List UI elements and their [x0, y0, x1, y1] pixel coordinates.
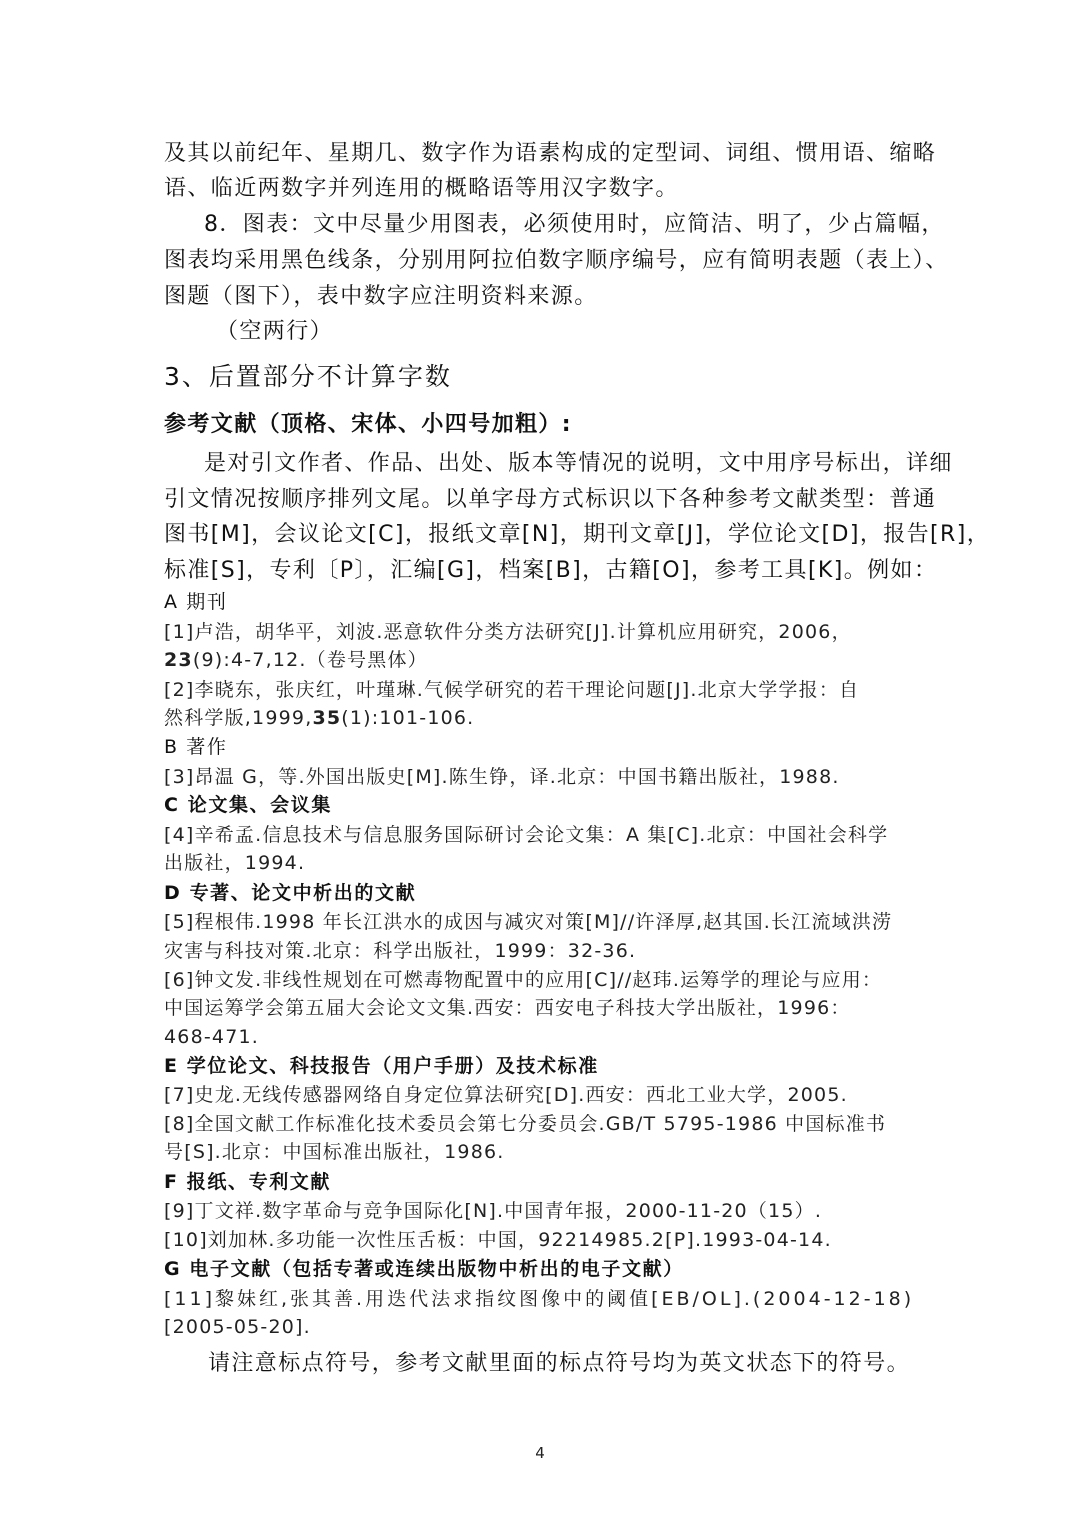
- reference-4-cont: 出版社，1994.: [164, 852, 306, 874]
- reference-10: [10]刘加林.多功能一次性压舌板：中国，92214985.2[P].1993-04-14.: [164, 1229, 832, 1251]
- group-a-heading: A 期刊: [164, 591, 228, 613]
- section-heading: 3、后置部分不计算字数: [164, 362, 452, 391]
- body-line: 及其以前纪年、星期几、数字作为语素构成的定型词、词组、惯用语、缩略: [164, 141, 937, 166]
- reference-text: (9):4-7,12.（卷号黑体）: [192, 649, 428, 671]
- group-f-heading: F 报纸、专利文献: [164, 1171, 331, 1193]
- group-b-heading: B 著作: [164, 736, 228, 758]
- references-heading: 参考文献（顶格、宋体、小四号加粗）:: [164, 412, 572, 437]
- volume-number: 35: [312, 707, 342, 729]
- intro-line: 是对引文作者、作品、出处、版本等情况的说明，文中用序号标出，详细: [204, 451, 953, 476]
- reference-2: [2]李晓东，张庆红，叶瑾琳.气候学研究的若干理论问题[J].北京大学学报：自: [164, 679, 860, 701]
- reference-3: [3]昂温 G，等.外国出版史[M].陈生铮，译.北京：中国书籍出版社，1988.: [164, 766, 840, 788]
- intro-line: 引文情况按顺序排列文尾。以单字母方式标识以下各种参考文献类型：普通: [164, 487, 937, 512]
- group-d-heading: D 专著、论文中析出的文献: [164, 882, 417, 904]
- reference-text: (1):101-106.: [341, 707, 475, 729]
- reference-5: [5]程根伟.1998 年长江洪水的成因与减灾对策[M]//许泽厚,赵其国.长江流域洪涝: [164, 911, 893, 933]
- group-c-heading: C 论文集、会议集: [164, 794, 332, 816]
- reference-11-cont: [2005-05-20].: [164, 1316, 311, 1338]
- intro-line: 图书[M]，会议论文[C]，报纸文章[N]，期刊文章[J]，学位论文[D]，报告[R]，: [164, 522, 991, 547]
- body-line-item-8: 8．图表：文中尽量少用图表，必须使用时，应简洁、明了，少占篇幅，: [204, 212, 945, 237]
- group-g-heading: G 电子文献（包括专著或连续出版物中析出的电子文献）: [164, 1258, 684, 1280]
- group-e-heading: E 学位论文、科技报告（用户手册）及技术标准: [164, 1055, 599, 1077]
- reference-9: [9]丁文祥.数字革命与竞争国际化[N].中国青年报，2000-11-20（15）.: [164, 1200, 823, 1222]
- reference-1-cont: [164, 647, 428, 673]
- reference-1: [1]卢浩，胡华平，刘波.恶意软件分类方法研究[J].计算机应用研究，2006，: [164, 621, 852, 643]
- closing-note: 请注意标点符号，参考文献里面的标点符号均为英文状态下的符号。: [208, 1351, 911, 1376]
- reference-6-cont: 468-471.: [164, 1026, 260, 1048]
- page-number: 4: [535, 1444, 545, 1462]
- blank-lines-note: （空两行）: [216, 319, 334, 344]
- reference-4: [4]辛希孟.信息技术与信息服务国际研讨会论文集：A 集[C].北京：中国社会科学: [164, 824, 889, 846]
- volume-number: 23: [164, 649, 193, 671]
- reference-text: 然科学版,1999,: [164, 707, 313, 729]
- reference-5-cont: 灾害与科技对策.北京：科学出版社，1999：32-36.: [164, 940, 637, 962]
- reference-2-cont: [164, 705, 474, 731]
- intro-line: 标准[S]，专利〔P〕，汇编[G]，档案[B]，古籍[O]，参考工具[K]。例如：: [164, 558, 938, 583]
- body-line: 图题（图下），表中数字应注明资料来源。: [164, 284, 598, 309]
- reference-11: [11]黎妹红,张其善.用迭代法求指纹图像中的阈值[EB/OL].(2004-12-18): [164, 1288, 915, 1310]
- reference-8: [8]全国文献工作标准化技术委员会第七分委员会.GB/T 5795-1986 中国标准书: [164, 1113, 887, 1135]
- reference-7: [7]史龙.无线传感器网络自身定位算法研究[D].西安：西北工业大学，2005.: [164, 1084, 848, 1106]
- reference-6: [6]钟文发.非线性规划在可燃毒物配置中的应用[C]//赵玮.运筹学的理论与应用：: [164, 969, 883, 991]
- reference-6-cont: 中国运筹学会第五届大会论文文集.西安：西安电子科技大学出版社，1996：: [164, 997, 851, 1019]
- body-line: 图表均采用黑色线条，分别用阿拉伯数字顺序编号，应有简明表题（表上）、: [164, 248, 949, 273]
- reference-8-cont: 号[S].北京：中国标准出版社，1986.: [164, 1141, 505, 1163]
- body-line: 语、临近两数字并列连用的概略语等用汉字数字。: [164, 176, 679, 201]
